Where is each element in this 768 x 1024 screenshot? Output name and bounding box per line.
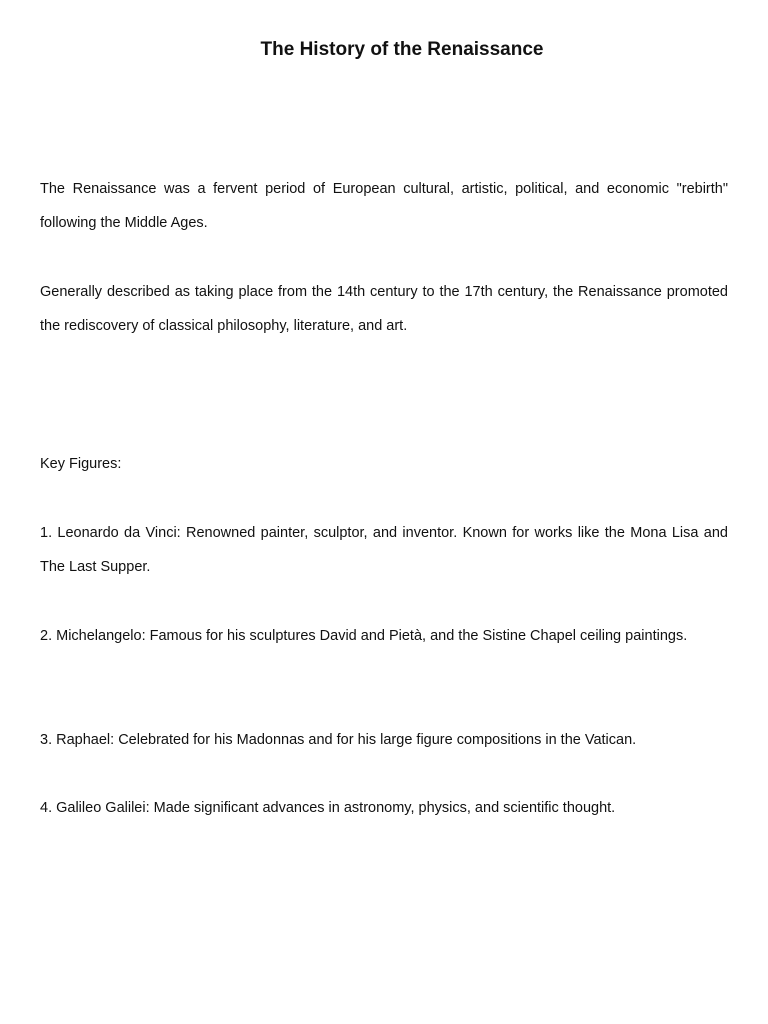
key-figures-heading: Key Figures: <box>40 456 122 472</box>
intro-paragraph: Generally described as taking place from the 14th century to the 17th century, the Renaissance promoted the rediscovery of classical philosophy, literature, and art. <box>40 284 728 334</box>
key-figure-item: 2. Michelangelo: Famous for his sculptures David and Pietà, and the Sistine Chapel ceiling paintings. <box>40 628 688 644</box>
intro-paragraph: The Renaissance was a fervent period of European cultural, artistic, political, and economic "rebirth" following the Middle Ages. <box>40 181 728 231</box>
key-figure-item: 3. Raphael: Celebrated for his Madonnas and for his large figure compositions in the Vatican. <box>40 732 637 748</box>
document-title: The History of the Renaissance <box>260 39 544 60</box>
key-figure-item: 4. Galileo Galilei: Made significant advances in astronomy, physics, and scientific thought. <box>40 800 616 816</box>
key-figure-item: 1. Leonardo da Vinci: Renowned painter, sculptor, and inventor. Known for works like the Mona Lisa and The Last Supper. <box>40 525 728 575</box>
